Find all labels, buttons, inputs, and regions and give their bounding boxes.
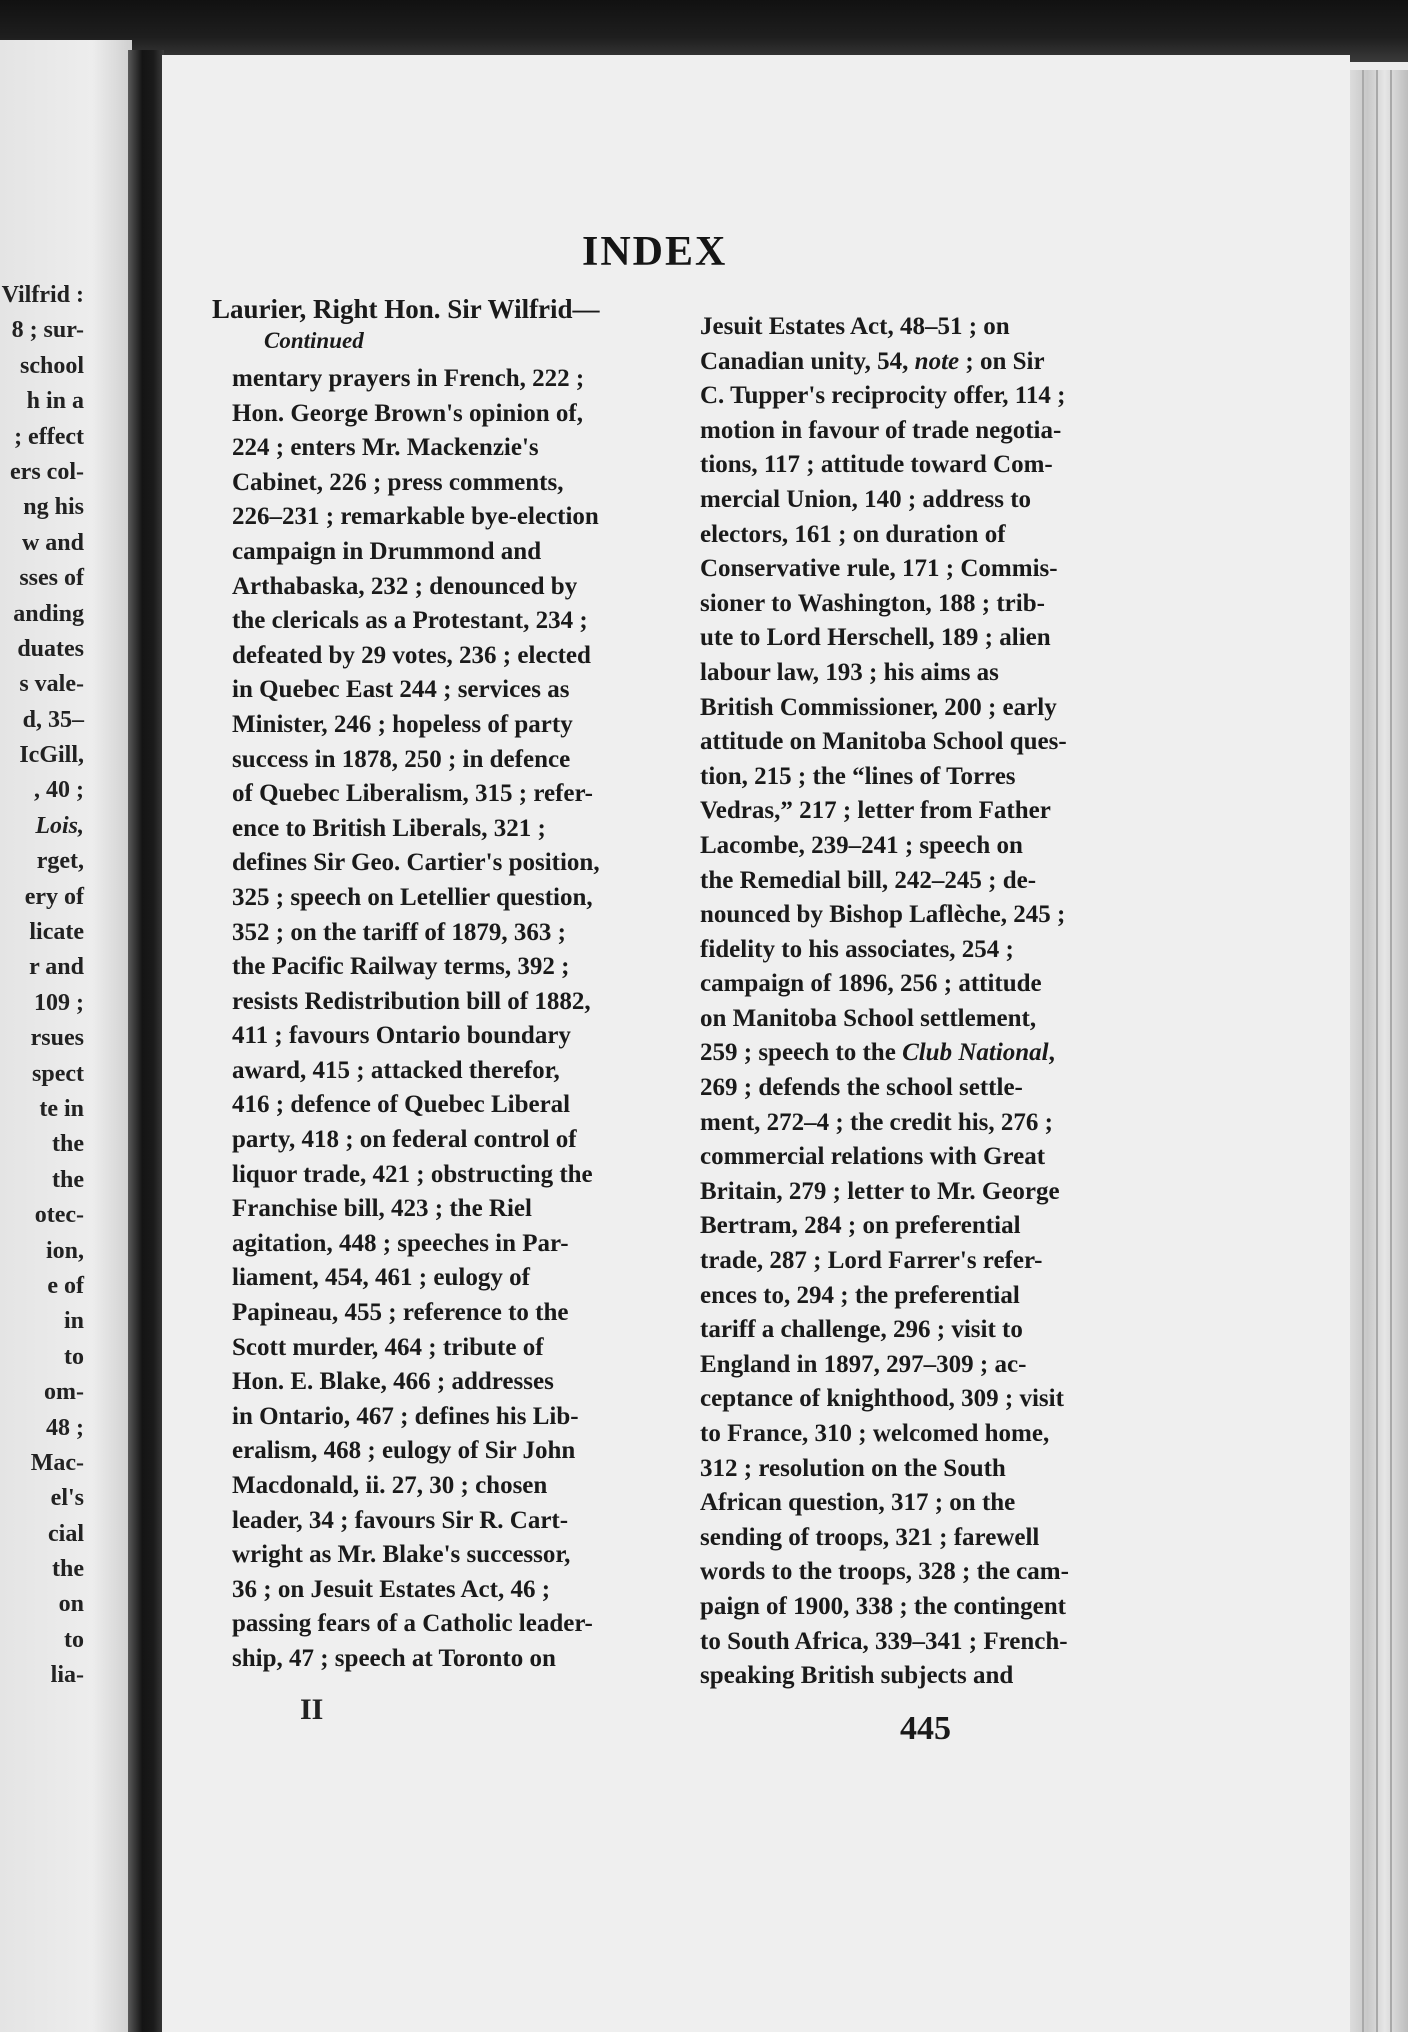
index-text-line: of Quebec Liberalism, 315 ; refer-	[232, 780, 594, 808]
index-text-line: in Ontario, 467 ; defines his Lib-	[232, 1402, 579, 1430]
index-text-line: w and	[21, 529, 84, 556]
index-text-line: ute to Lord Herschell, 189 ; alien	[700, 624, 1051, 652]
index-text-line: ion,	[45, 1237, 84, 1264]
index-text-line: , 40 ;	[34, 777, 84, 804]
index-text-line: on	[58, 1591, 84, 1618]
index-text-line: Scott murder, 464 ; tribute of	[232, 1333, 544, 1361]
index-text-line: liquor trade, 421 ; obstructing the	[232, 1160, 593, 1188]
index-text-line: to France, 310 ; welcomed home,	[700, 1420, 1050, 1447]
index-text-line: words to the troops, 328 ; the cam-	[700, 1558, 1069, 1586]
index-text-line: agitation, 448 ; speeches in Par-	[232, 1229, 569, 1257]
left-page	[0, 40, 132, 2032]
index-text-line: attitude on Manitoba School ques-	[700, 728, 1067, 756]
index-text-line: rsues	[30, 1025, 84, 1052]
index-text-line: speaking British subjects and	[700, 1662, 1014, 1690]
scanner-top-edge	[0, 0, 1408, 62]
index-text-line: eralism, 468 ; eulogy of Sir John	[232, 1437, 576, 1465]
index-text-line: commercial relations with Great	[700, 1143, 1046, 1171]
index-text-line: Mac-	[30, 1449, 84, 1476]
index-text-line: Lacombe, 239–241 ; speech on	[700, 831, 1023, 859]
index-text-line: 8 ; sur-	[11, 317, 84, 344]
index-text-line: tion, 215 ; the “lines of Torres	[700, 762, 1016, 790]
index-text-line: ences to, 294 ; the preferential	[700, 1281, 1020, 1309]
index-text-line: England in 1897, 297–309 ; ac-	[700, 1350, 1027, 1378]
index-text-line: paign of 1900, 338 ; the contingent	[700, 1592, 1066, 1620]
index-text-line: 411 ; favours Ontario boundary	[232, 1022, 571, 1050]
index-text-line: labour law, 193 ; his aims as	[700, 658, 999, 686]
index-text-line: motion in favour of trade negotia-	[700, 416, 1062, 444]
index-text-line: electors, 161 ; on duration of	[700, 520, 1006, 548]
index-text-line: ence to British Liberals, 321 ;	[232, 814, 546, 842]
index-text-line: defeated by 29 votes, 236 ; elected	[232, 641, 591, 669]
index-text-line: lia-	[50, 1662, 84, 1689]
index-text-line: Bertram, 284 ; on preferential	[700, 1212, 1021, 1240]
index-text-line: 352 ; on the tariff of 1879, 363 ;	[232, 918, 566, 946]
index-text-line: d, 35–	[22, 706, 84, 733]
index-text-line: party, 418 ; on federal control of	[232, 1126, 577, 1154]
index-text-line: the Remedial bill, 242–245 ; de-	[700, 866, 1037, 894]
index-text-line: liament, 454, 461 ; eulogy of	[232, 1264, 530, 1292]
index-text-line: the	[52, 1166, 84, 1193]
index-text-line: tions, 117 ; attitude toward Com-	[700, 451, 1053, 479]
index-text-line: sending of troops, 321 ; farewell	[700, 1523, 1040, 1551]
index-text-line: leader, 34 ; favours Sir R. Cart-	[232, 1506, 569, 1534]
index-text-line: 224 ; enters Mr. Mackenzie's	[232, 434, 539, 462]
index-text-line: tariff a challenge, 296 ; visit to	[700, 1316, 1023, 1344]
index-text-line: Franchise bill, 423 ; the Riel	[232, 1195, 532, 1223]
index-text-line: Minister, 246 ; hopeless of party	[232, 710, 573, 738]
index-text-line: 325 ; speech on Letellier question,	[232, 883, 593, 911]
continued-label: Continued	[264, 328, 364, 353]
index-text-line: ery of	[24, 883, 84, 910]
signature-mark: II	[300, 1693, 324, 1726]
index-text-line: 36 ; on Jesuit Estates Act, 46 ;	[232, 1575, 551, 1603]
index-text-line: wright as Mr. Blake's successor,	[232, 1541, 571, 1569]
index-text-line: 226–231 ; remarkable bye-election	[232, 503, 599, 531]
index-text-line: ; effect	[14, 423, 84, 450]
index-entry-heading: Laurier, Right Hon. Sir Wilfrid—	[212, 294, 600, 324]
index-text-line: ship, 47 ; speech at Toronto on	[232, 1644, 556, 1672]
index-text-line: Vilfrid :	[1, 282, 84, 308]
index-text-line: s vale-	[19, 671, 84, 698]
index-text-line: to South Africa, 339–341 ; French-	[700, 1627, 1068, 1655]
index-text-line: r and	[29, 954, 84, 981]
index-text-line: Jesuit Estates Act, 48–51 ; on	[700, 313, 1010, 340]
index-text-line: in Quebec East 244 ; services as	[232, 676, 570, 704]
index-column-right	[700, 310, 1108, 1694]
index-text-line: om-	[44, 1379, 84, 1406]
index-text-line: campaign of 1896, 256 ; attitude	[700, 970, 1042, 998]
index-text-line: Lois,	[35, 812, 84, 839]
index-text-line: Arthabaska, 232 ; denounced by	[232, 572, 578, 600]
index-text-line: 48 ;	[46, 1414, 84, 1441]
index-text-line: campaign in Drummond and	[232, 537, 542, 565]
index-column-left	[212, 292, 624, 1677]
index-text-line: spect	[32, 1060, 84, 1087]
index-text-line: trade, 287 ; Lord Farrer's refer-	[700, 1247, 1043, 1275]
index-text-line: Hon. George Brown's opinion of,	[232, 399, 583, 427]
index-text-line: in	[63, 1308, 84, 1335]
index-text-line: el's	[50, 1485, 84, 1512]
index-text-line: 259 ; speech to the Club National,	[700, 1039, 1055, 1067]
index-text-line: te in	[39, 1095, 84, 1122]
index-text-line: h in a	[26, 388, 84, 415]
index-text-line: 312 ; resolution on the South	[700, 1454, 1006, 1482]
index-text-line: award, 415 ; attacked therefor,	[232, 1056, 560, 1084]
index-text-line: C. Tupper's reciprocity offer, 114 ;	[700, 382, 1066, 410]
index-text-line: otec-	[34, 1202, 84, 1229]
index-text-line: anding	[13, 600, 84, 627]
index-text-line: cial	[48, 1520, 84, 1547]
book-gutter	[128, 50, 164, 2032]
page-stack-edge	[1350, 70, 1408, 2032]
index-text-line: duates	[17, 635, 84, 662]
index-text-line: ng his	[23, 494, 84, 521]
index-text-line: Canadian unity, 54, note ; on Sir	[700, 347, 1045, 375]
index-text-line: 416 ; defence of Quebec Liberal	[232, 1091, 571, 1119]
page-number: 445	[900, 1710, 951, 1747]
index-text-line: Papineau, 455 ; reference to the	[232, 1299, 569, 1327]
index-text-line: British Commissioner, 200 ; early	[700, 693, 1057, 721]
index-text-line: Vedras,” 217 ; letter from Father	[700, 797, 1051, 825]
index-text-line: the	[52, 1131, 84, 1158]
index-text-line: e of	[47, 1272, 84, 1299]
index-text-line: passing fears of a Catholic leader-	[232, 1610, 593, 1638]
index-text-line: Conservative rule, 171 ; Commis-	[700, 555, 1058, 583]
left-page-text-fragment	[0, 278, 128, 1694]
index-text-line: sioner to Washington, 188 ; trib-	[700, 589, 1045, 617]
index-text-line: nounced by Bishop Laflèche, 245 ;	[700, 901, 1066, 929]
index-text-line: on Manitoba School settlement,	[700, 1004, 1037, 1032]
index-text-line: Britain, 279 ; letter to Mr. George	[700, 1177, 1060, 1205]
index-text-line: Cabinet, 226 ; press comments,	[232, 468, 564, 496]
index-text-line: defines Sir Geo. Cartier's position,	[232, 849, 600, 877]
index-text-line: the Pacific Railway terms, 392 ;	[232, 953, 570, 981]
index-text-line: mercial Union, 140 ; address to	[700, 485, 1032, 513]
index-text-line: rget,	[36, 848, 84, 875]
index-text-line: ment, 272–4 ; the credit his, 276 ;	[700, 1108, 1053, 1136]
index-text-line: mentary prayers in French, 222 ;	[232, 365, 585, 392]
index-text-line: ceptance of knighthood, 309 ; visit	[700, 1385, 1064, 1413]
index-text-line: the	[52, 1556, 84, 1583]
index-text-line: Macdonald, ii. 27, 30 ; chosen	[232, 1472, 548, 1499]
index-text-line: resists Redistribution bill of 1882,	[232, 987, 591, 1015]
index-text-line: to	[64, 1343, 84, 1370]
index-text-line: school	[19, 352, 84, 379]
index-text-line: 269 ; defends the school settle-	[700, 1074, 1023, 1102]
index-text-line: African question, 317 ; on the	[700, 1489, 1016, 1517]
page-title: INDEX	[582, 229, 728, 275]
index-text-line: the clericals as a Protestant, 234 ;	[232, 607, 588, 635]
index-text-line: fidelity to his associates, 254 ;	[700, 935, 1014, 963]
index-text-line: 109 ;	[34, 989, 84, 1016]
index-text-line: licate	[29, 919, 84, 946]
index-text-line: success in 1878, 250 ; in defence	[232, 745, 571, 773]
index-text-line: sses of	[19, 565, 84, 592]
index-text-line: ers col-	[10, 458, 84, 485]
index-text-line: IcGill,	[19, 742, 84, 769]
index-text-line: Hon. E. Blake, 466 ; addresses	[232, 1368, 554, 1396]
index-text-line: to	[64, 1626, 84, 1653]
